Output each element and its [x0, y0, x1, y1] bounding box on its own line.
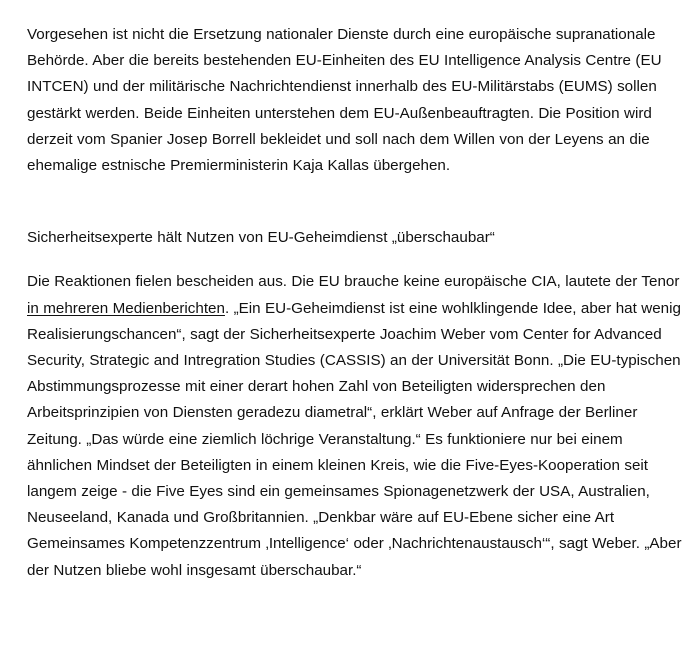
article-subheading: Sicherheitsexperte hält Nutzen von EU-Geheimdienst „überschaubar“: [27, 229, 495, 247]
paragraph-text-after-link: . „Ein EU-Geheimdienst ist eine wohlklingende Idee, aber hat wenig Realisierungschancen“, sagt der Sicherheitsexperte Joachim Weber vom Center for Advanced Security, Strategic and Intregration Studies (CASSIS) an der Universität Bonn. „Die EU-typischen Abstimmungsprozesse mit einer derart hohen Zahl von Beteiligten widersprechen den Arbeitsprinzipien von Diensten geradezu diametral“, erklärt Weber auf Anfrage der Berliner Zeitung. „Das würde eine ziemlich löchrige Veranstaltung.“ Es funktioniere nur bei einem ähnlichen Mindset der Beteiligten in einem kleinen Kreis, wie die Five-Eyes-Kooperation seit langem zeige - die Five Eyes sind ein gemeinsames Spionagenetzwerk der USA, Australien, Neuseeland, Kanada und Großbritannien. „Denkbar wäre auf EU-Ebene sicher eine Art Gemeinsames Kompetenzzentrum ‚Intelligence‘ oder ‚Nachrichtenaustausch‘“, sagt Weber. „Aber der Nutzen bliebe wohl insgesamt überschaubar.“: [27, 299, 682, 579]
paragraph-text-before-link: Die Reaktionen fielen bescheiden aus. Die EU brauche keine europäische CIA, lautete der Tenor: [27, 273, 680, 291]
article-paragraph-reactions: [27, 269, 682, 583]
paragraph-spacer: [27, 179, 682, 225]
article-paragraph-intro: Vorgesehen ist nicht die Ersetzung nationaler Dienste durch eine europäische supranationale Behörde. Aber die bereits bestehenden EU-Einheiten des EU Intelligence Analysis Centre (EU INTCEN) und der militärische Nachrichtendienst innerhalb des EU-Militärstabs (EUMS) sollen gestärkt werden. Beide Einheiten unterstehen dem EU-Außenbeauftragten. Die Position wird derzeit vom Spanier Josep Borrell bekleidet und soll nach dem Willen von der Leyens an die ehemalige estnische Premierministerin Kaja Kallas übergehen.: [27, 26, 662, 175]
medienberichte-link[interactable]: in mehreren Medienberichten: [27, 299, 225, 317]
